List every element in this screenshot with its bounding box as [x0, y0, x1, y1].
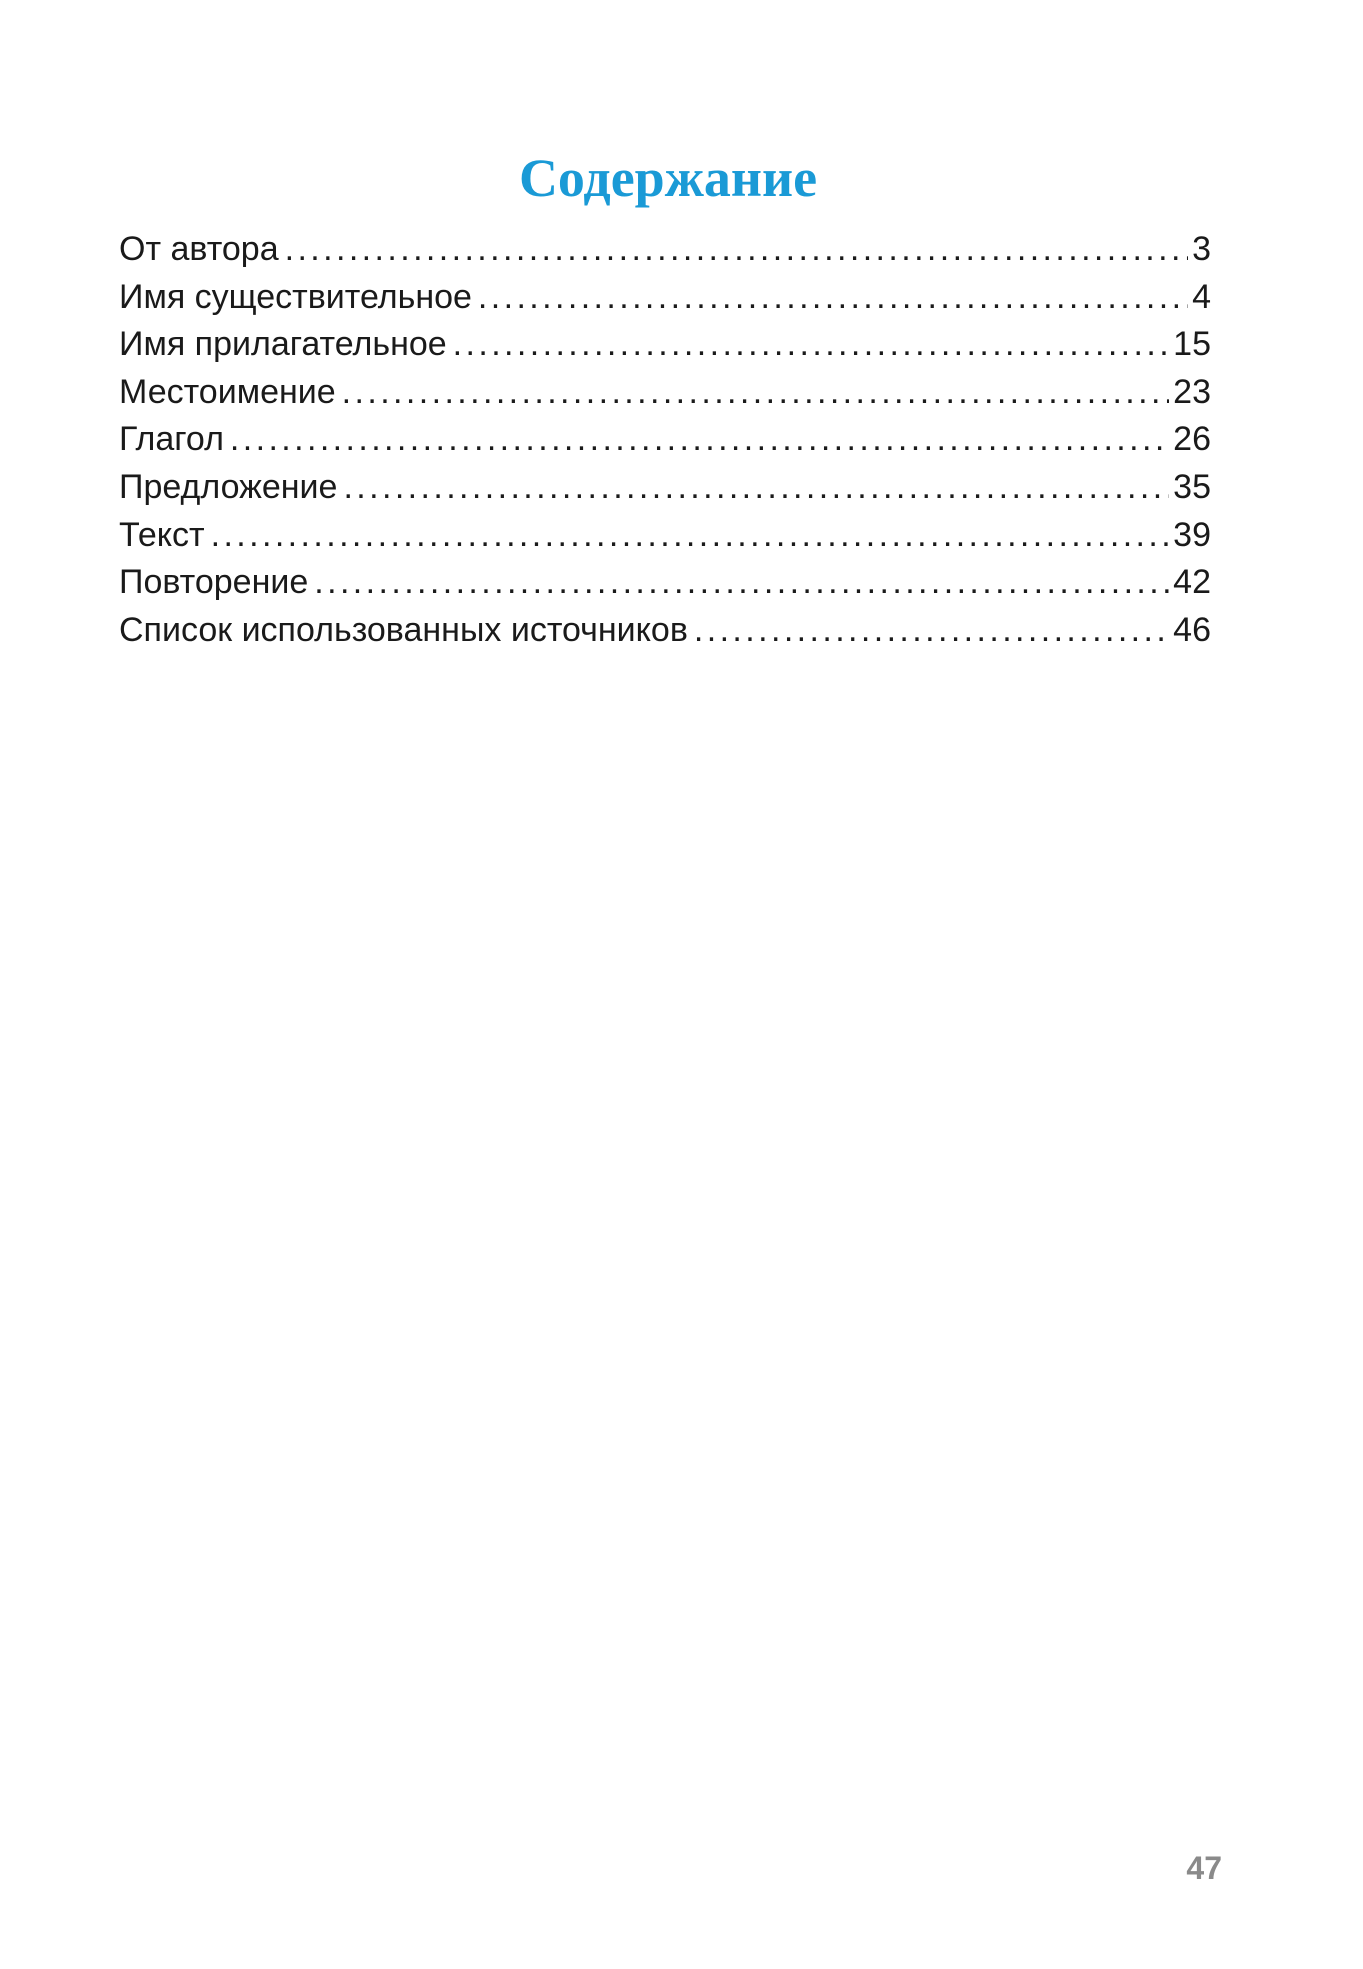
toc-entry-from-author[interactable]: [119, 226, 1211, 274]
toc-entry-page: 42: [1173, 563, 1211, 602]
toc-entry-verb[interactable]: [119, 416, 1211, 464]
toc-entry-page: 15: [1173, 325, 1211, 364]
page-number: 47: [1186, 1850, 1222, 1886]
toc-entry-label: Имя прилагательное: [119, 325, 447, 364]
toc-leader-dots: [285, 226, 1188, 274]
toc-entry-page: 39: [1173, 515, 1211, 554]
toc-leader-dots: [314, 559, 1169, 607]
toc-entry-text[interactable]: [119, 512, 1211, 560]
toc-leader-dots: [343, 464, 1169, 512]
toc-entry-page: 26: [1173, 420, 1211, 459]
toc-entry-label: Имя существительное: [119, 277, 472, 316]
toc-leader-dots: [694, 607, 1169, 655]
toc-entry-label: Текст: [119, 515, 205, 554]
toc-entry-page: 35: [1173, 467, 1211, 506]
toc-entry-page: 4: [1192, 277, 1211, 316]
toc-entry-review[interactable]: [119, 559, 1211, 607]
toc-entry-pronoun[interactable]: [119, 369, 1211, 417]
toc-entry-label: Предложение: [119, 467, 338, 506]
toc-entry-label: Глагол: [119, 420, 224, 459]
toc-entry-label: Повторение: [119, 563, 309, 602]
toc-entry-label: Местоимение: [119, 372, 336, 411]
toc-leader-dots: [230, 416, 1169, 464]
toc-entry-sentence[interactable]: [119, 464, 1211, 512]
toc-entry-page: 46: [1173, 610, 1211, 649]
toc-entry-page: 3: [1192, 230, 1211, 268]
toc-entry-label: Список использованных источников: [119, 610, 688, 649]
table-of-contents: [119, 226, 1211, 654]
toc-entry-label: От автора: [119, 230, 279, 268]
toc-entry-noun[interactable]: [119, 274, 1211, 322]
toc-leader-dots: [342, 369, 1170, 417]
toc-leader-dots: [478, 274, 1188, 322]
page-title: Содержание: [518, 148, 818, 208]
toc-leader-dots: [453, 321, 1170, 369]
toc-entry-adjective[interactable]: [119, 321, 1211, 369]
toc-leader-dots: [211, 512, 1170, 560]
toc-entry-page: 23: [1173, 372, 1211, 411]
toc-entry-sources[interactable]: [119, 607, 1211, 655]
